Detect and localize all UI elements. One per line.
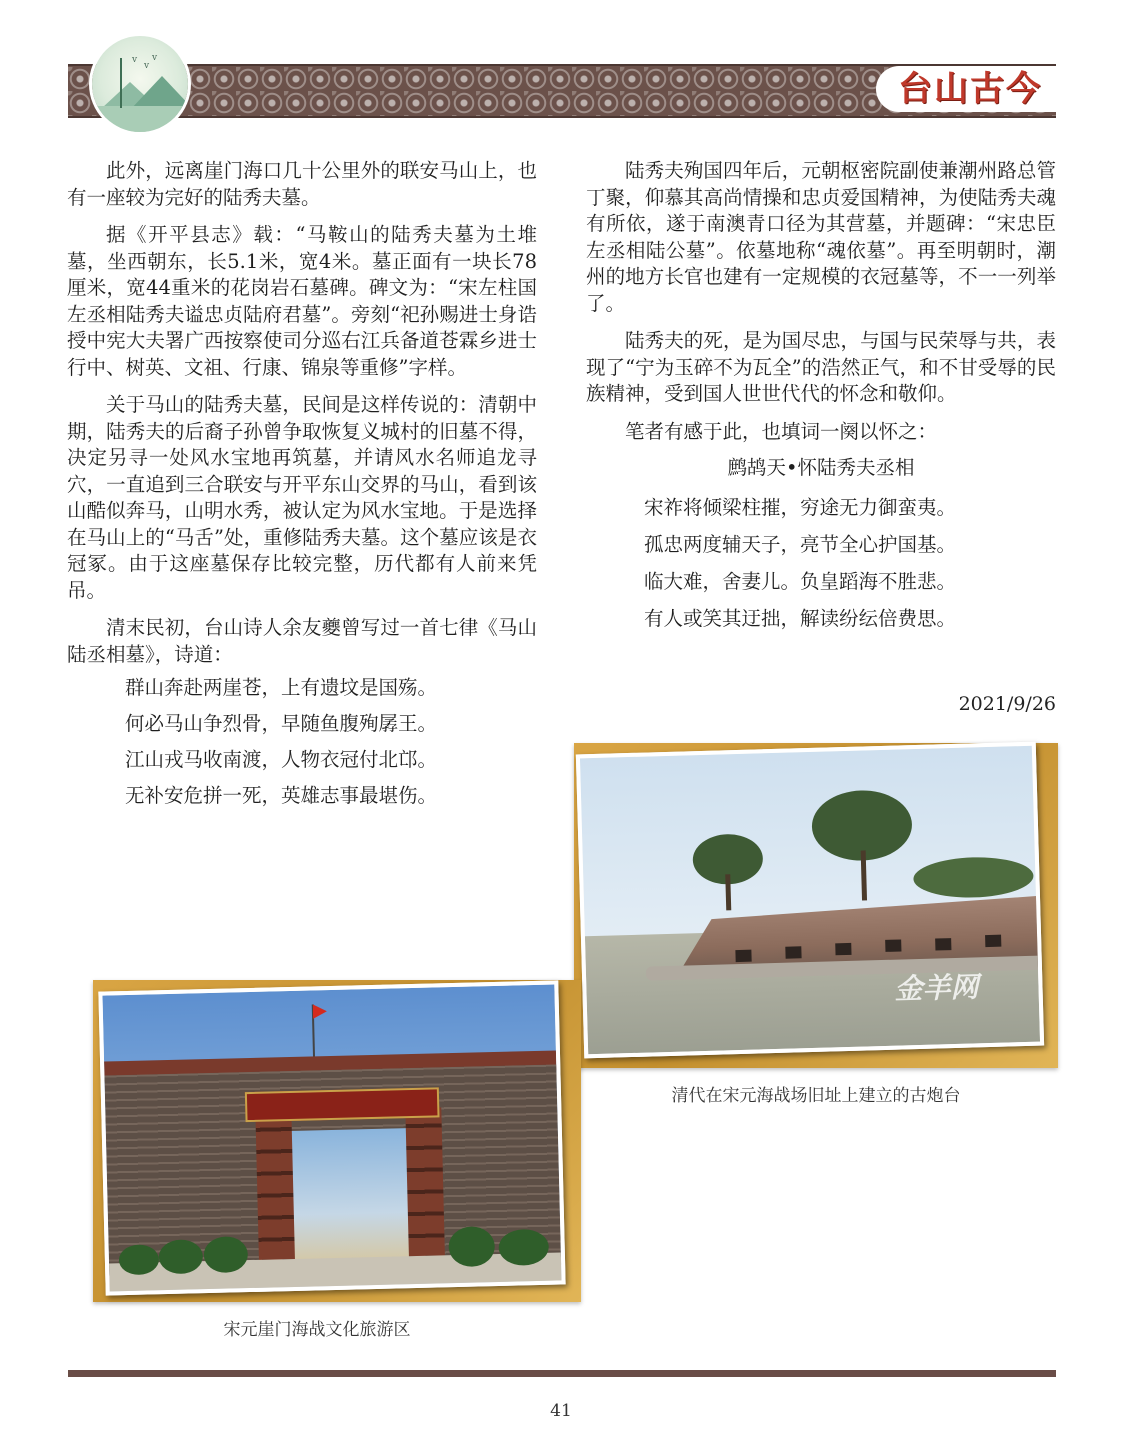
watermark-logo: 金羊网 [894,970,979,1006]
fort-photo-caption: 清代在宋元海战场旧址上建立的古炮台 [671,1086,961,1106]
section-title: 台山古今 [876,66,1056,112]
fort-photo [576,742,1044,1059]
article-date: 2021/9/26 [958,693,1056,715]
page-number: 41 [550,1401,572,1421]
ci-line: 宋祚将倾梁柱摧，穷途无力御蛮夷。 [644,495,957,519]
right-text-column [586,158,1056,642]
ci-line: 有人或笑其迂拙，解读纷纭倍费思。 [644,606,957,630]
poem-line: 无补安危拼一死，英雄志事最堪伤。 [125,784,438,807]
paragraph: 据《开平县志》载：“马鞍山的陆秀夫墓为土堆墓，坐西朝东，长5.1米，宽4米。墓正面有一块长78厘米，宽44重米的花岗岩石墓碑。碑文为：“宋左柱国左丞相陆秀夫谥忠贞陆府君墓”。旁刻“祀孙赐进士身诰授中宪大夫署广西按察使司分巡右江兵备道苍霖乡进士行中、树英、文祖、行康、锦泉等重修”字样。 [67,223,537,379]
paragraph: 陆秀夫殉国四年后，元朝枢密院副使兼潮州路总管丁聚，仰慕其高尚情操和忠贞爱国精神，为使陆秀夫魂有所依，遂于南澳青口径为其营墓，并题碑：“宋忠臣左丞相陆公墓”。依墓地称“魂依墓”。再至明朝时，潮州的地方长官也建有一定规模的衣冠墓等，不一一列举了。 [586,159,1056,315]
ci-line: 临大难，舍妻儿。负皇蹈海不胜悲。 [644,569,957,593]
poem-line: 江山戎马收南渡，人物衣冠付北邙。 [125,748,438,771]
ci-line: 孤忠两度辅天子，亮节全心护国基。 [644,532,957,556]
paragraph: 陆秀夫的死，是为国尽忠，与国与民荣辱与共，表现了“宁为玉碎不为瓦全”的浩然正气，和不甘受辱的民族精神，受到国人世世代代的怀念和敬仰。 [586,329,1056,405]
poem-line: 何必马山争烈骨，早随鱼腹殉孱王。 [125,712,438,735]
fort-photo-frame [574,743,1058,1068]
landscape-logo-icon: v v v [92,36,188,132]
gate-photo-caption: 宋元崖门海战文化旅游区 [223,1320,411,1340]
paragraph: 清末民初，台山诗人余友夔曾写过一首七律《马山陆丞相墓》，诗道： [67,616,537,666]
gate-photo-frame [93,980,581,1302]
paragraph: 此外，远离崖门海口几十公里外的联安马山上，也有一座较为完好的陆秀夫墓。 [67,159,537,209]
paragraph: 笔者有感于此，也填词一阕以怀之： [625,419,938,443]
gate-photo [98,980,565,1295]
footer-divider [68,1370,1056,1377]
left-text-column [67,158,537,819]
ci-title: 鹧鸪天•怀陆秀夫丞相 [727,456,915,479]
poem-line: 群山奔赴两崖苍，上有遗坟是国殇。 [125,676,438,699]
paragraph: 关于马山的陆秀夫墓，民间是这样传说的：清朝中期，陆秀夫的后裔子孙曾争取恢复义城村的旧墓不得，决定另寻一处风水宝地再筑墓，并请风水名师追龙寻穴，一直追到三合联安与开平东山交界的马山，看到该山酷似奔马，山明水秀，被认定为风水宝地。于是选择在马山上的“马舌”处，重修陆秀夫墓。这个墓应该是衣冠冢。由于这座墓保存比较完整，历代都有人前来凭吊。 [67,393,537,602]
